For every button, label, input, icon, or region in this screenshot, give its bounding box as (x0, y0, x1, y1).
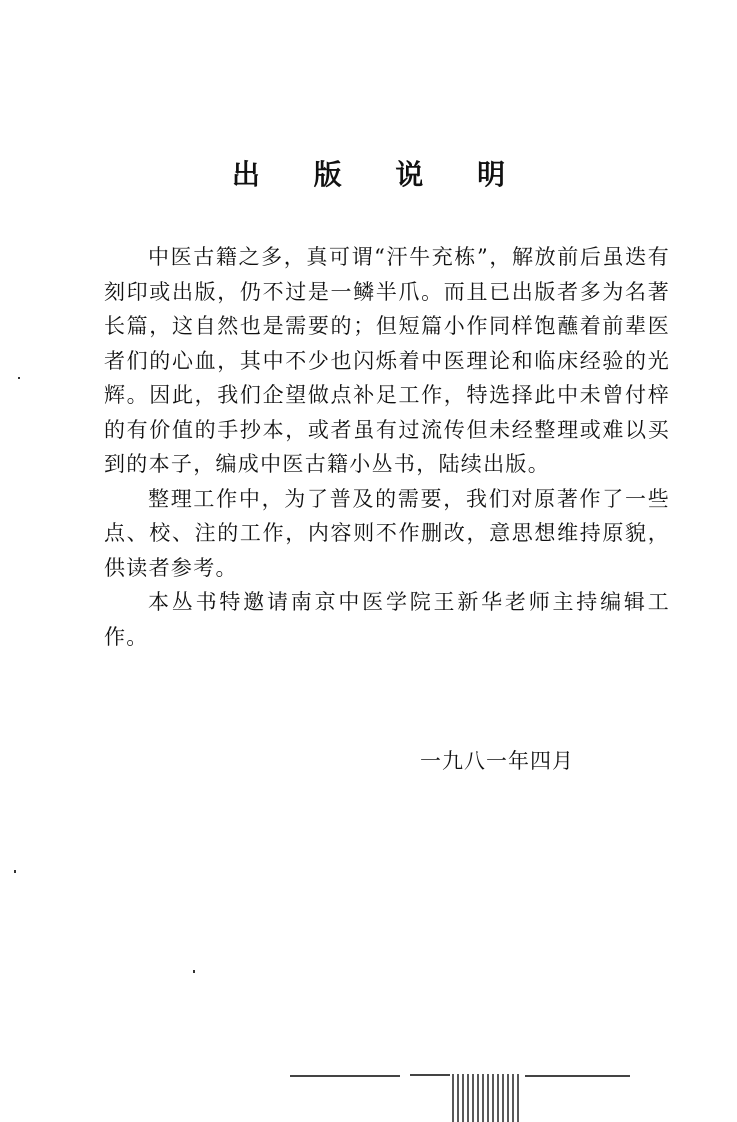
paragraph-3: 本丛书特邀请南京中医学院王新华老师主持编辑工作。 (104, 590, 670, 649)
scan-edge-strip (452, 1074, 522, 1122)
scan-edge-line (410, 1074, 450, 1076)
publication-date: 一九八一年四月 (420, 749, 574, 773)
scan-speck (18, 377, 20, 379)
scan-edge-line (290, 1075, 400, 1077)
page-title: 出 版 说 明 (231, 158, 528, 191)
scan-edge-line (525, 1075, 630, 1077)
scan-speck (193, 970, 195, 973)
paragraph-2: 整理工作中，为了普及的需要，我们对原著作了一些点、校、注的工作，内容则不作删改，意思想维持原貌，供读者参考。 (104, 486, 670, 580)
scan-speck (14, 870, 16, 873)
paragraph-1: 中医古籍之多，真可谓“汗牛充栋”，解放前后虽迭有刻印或出版，仍不过是一鳞半爪。而且已出版者多为名著长篇，这自然也是需要的；但短篇小作同样饱蘸着前辈医者们的心血，其中不少也闪烁着中医理论和临床经验的光辉。因此，我们企望做点补足工作，特选择此中未曾付梓的有价值的手抄本，或者虽有过流传但未经整理或难以买到的本子，编成中医古籍小丛书，陆续出版。 (104, 245, 670, 476)
body-text (104, 240, 670, 654)
